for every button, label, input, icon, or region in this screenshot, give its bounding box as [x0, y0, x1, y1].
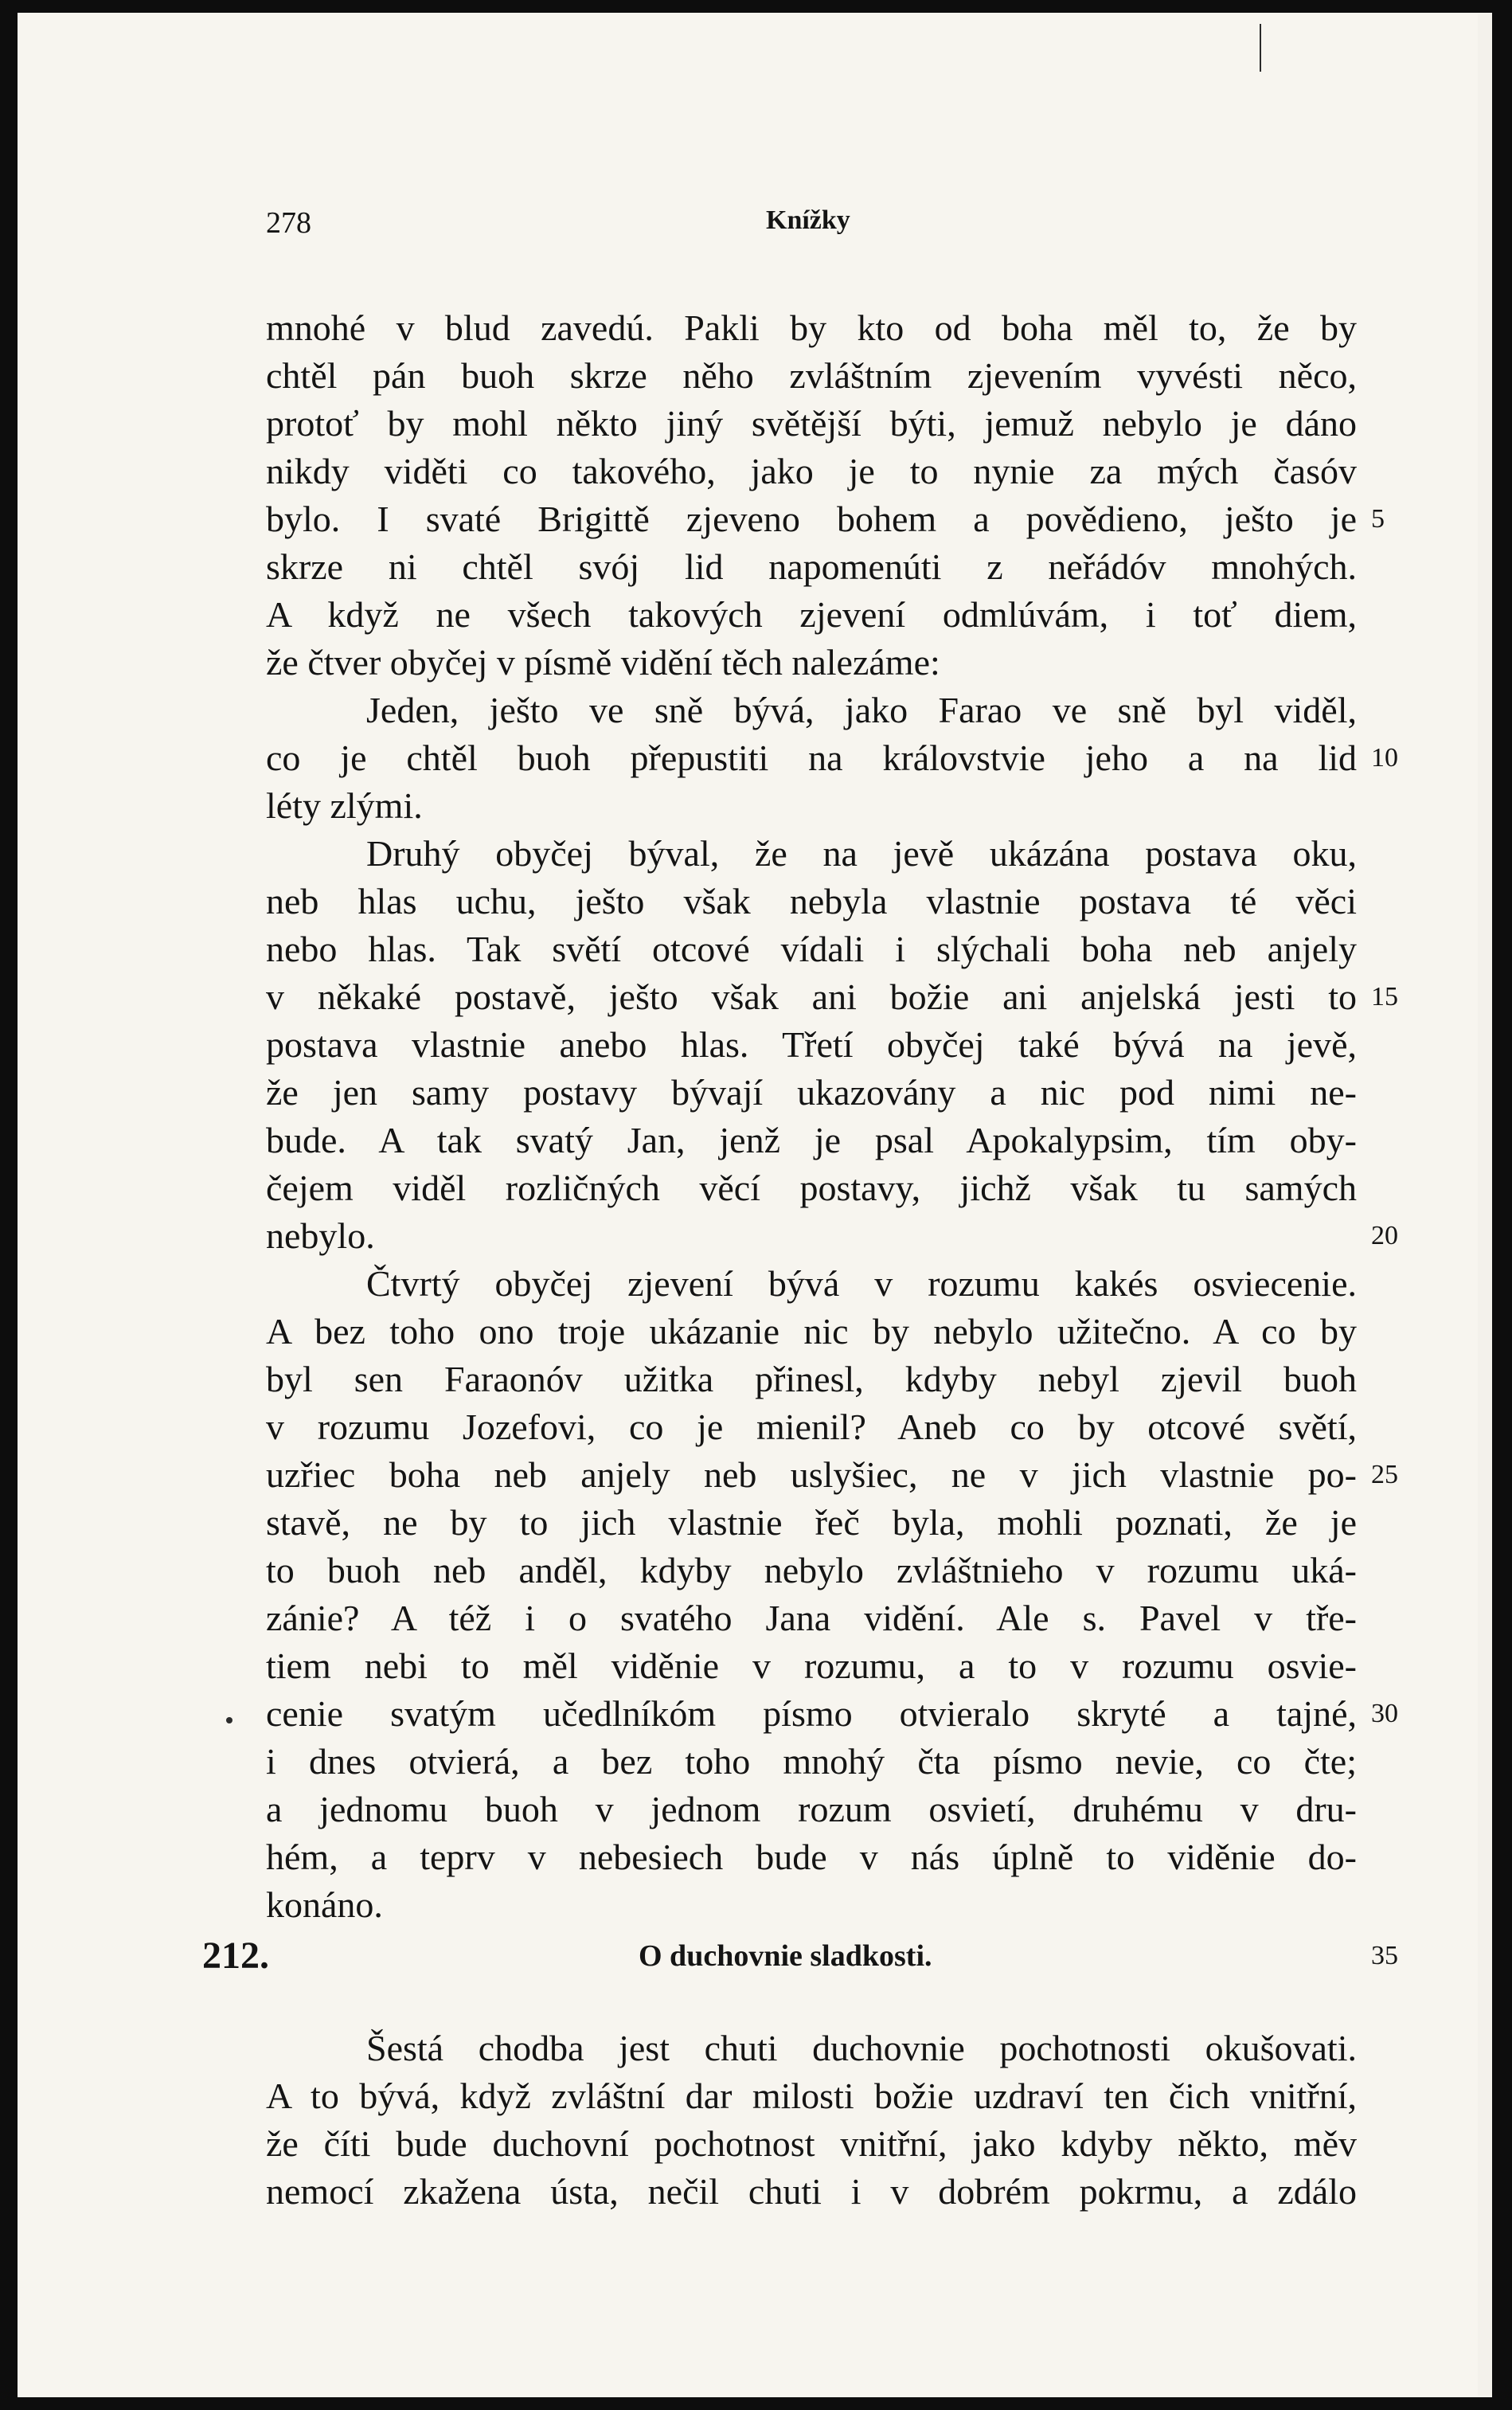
- text-line: to buoh neb anděl, kdyby nebylo zvláštnieho v rozumu uká-: [266, 1550, 1357, 1590]
- section-number: 212.: [202, 1935, 269, 1977]
- text-line: Čtvrtý obyčej zjevení bývá v rozumu kakés osviecenie.: [366, 1263, 1357, 1304]
- text-line: Jeden, ješto ve sně bývá, jako Farao ve sně byl viděl,: [366, 690, 1357, 730]
- text-line: nemocí zkažena ústa, nečil chuti i v dobrém pokrmu, a zdálo: [266, 2171, 1357, 2212]
- line-number: 20: [1371, 1221, 1398, 1250]
- text-line: nebylo.: [266, 1215, 375, 1256]
- text-line: protoť by mohl někto jiný světější býti, jemuž nebylo je dáno: [266, 403, 1357, 444]
- text-line: v rozumu Jozefovi, co je mienil? Aneb co by otcové světí,: [266, 1406, 1357, 1447]
- text-line: hém, a teprv v nebesiech bude v nás úplně to viděnie do-: [266, 1837, 1357, 1877]
- running-head: Knížky: [766, 205, 850, 235]
- text-line: že čtver obyčej v písmě vidění těch nalezáme:: [266, 642, 940, 683]
- text-line: léty zlými.: [266, 785, 423, 826]
- text-line: Šestá chodba jest chuti duchovnie pochotnosti okušovati.: [366, 2028, 1357, 2068]
- text-line: nikdy viděti co takového, jako je to nynie za mých časóv: [266, 451, 1357, 491]
- text-line: konáno.: [266, 1884, 383, 1925]
- text-line: že číti bude duchovní pochotnost vnitřní, jako kdyby někto, měv: [266, 2123, 1357, 2164]
- line-number: 5: [1371, 504, 1385, 534]
- line-number: 35: [1371, 1941, 1398, 1970]
- text-line: cenie svatým učedlníkóm písmo otvieralo skryté a tajné,: [266, 1693, 1357, 1734]
- text-line: čejem viděl rozličných věcí postavy, jichž však tu samých: [266, 1168, 1357, 1208]
- text-line: A to bývá, když zvláštní dar milosti božie uzdraví ten čich vnitřní,: [266, 2075, 1357, 2116]
- text-line: co je chtěl buoh přepustiti na královstvie jeho a na lid: [266, 737, 1357, 778]
- text-line: A bez toho ono troje ukázanie nic by nebylo užitečno. A co by: [266, 1311, 1357, 1352]
- text-line: chtěl pán buoh skrze něho zvláštním zjevením vyvésti něco,: [266, 355, 1357, 396]
- text-line: mnohé v blud zavedú. Pakli by kto od boha měl to, že by: [266, 307, 1357, 348]
- text-line: že jen samy postavy bývají ukazovány a nic pod nimi ne-: [266, 1072, 1357, 1113]
- text-line: A když ne všech takových zjevení odmlúvám, i toť diem,: [266, 594, 1357, 635]
- line-number: 10: [1371, 743, 1398, 773]
- text-line: a jednomu buoh v jednom rozum osvietí, druhému v dru-: [266, 1789, 1357, 1829]
- text-line: bylo. I svaté Brigittě zjeveno bohem a povědieno, ješto je: [266, 499, 1357, 539]
- text-line: neb hlas uchu, ješto však nebyla vlastnie postava té věci: [266, 881, 1357, 921]
- text-line: postava vlastnie anebo hlas. Třetí obyčej také bývá na jevě,: [266, 1024, 1357, 1065]
- text-line: bude. A tak svatý Jan, jenž je psal Apokalypsim, tím oby-: [266, 1120, 1357, 1160]
- text-line: tiem nebi to měl viděnie v rozumu, a to v rozumu osvie-: [266, 1645, 1357, 1686]
- text-line: uzřiec boha neb anjely neb uslyšiec, ne v jich vlastnie po-: [266, 1454, 1357, 1495]
- line-number: 15: [1371, 982, 1398, 1011]
- text-line: Druhý obyčej býval, že na jevě ukázána postava oku,: [366, 833, 1357, 874]
- margin-dot: [226, 1717, 232, 1723]
- text-line: skrze ni chtěl svój lid napomenúti z neřádóv mnohých.: [266, 546, 1357, 587]
- text-line: byl sen Faraonóv užitka přinesl, kdyby nebyl zjevil buoh: [266, 1359, 1357, 1399]
- page-number: 278: [266, 206, 311, 240]
- line-number: 25: [1371, 1460, 1398, 1489]
- text-line: nebo hlas. Tak světí otcové vídali i slýchali boha neb anjely: [266, 929, 1357, 969]
- text-line: stavě, ne by to jich vlastnie řeč byla, mohli poznati, že je: [266, 1502, 1357, 1543]
- text-line: zánie? A též i o svatého Jana vidění. Ale s. Pavel v tře-: [266, 1598, 1357, 1638]
- section-title: O duchovnie sladkosti.: [639, 1939, 932, 1973]
- book-page: [18, 13, 1492, 2397]
- top-edge-mark: [1260, 24, 1261, 72]
- text-line: v někaké postavě, ješto však ani božie ani anjelská jesti to: [266, 976, 1357, 1017]
- text-line: i dnes otvierá, a bez toho mnohý čta písmo nevie, co čte;: [266, 1741, 1357, 1782]
- line-number: 30: [1371, 1699, 1398, 1728]
- page-edge-strip: [1478, 14, 1492, 2396]
